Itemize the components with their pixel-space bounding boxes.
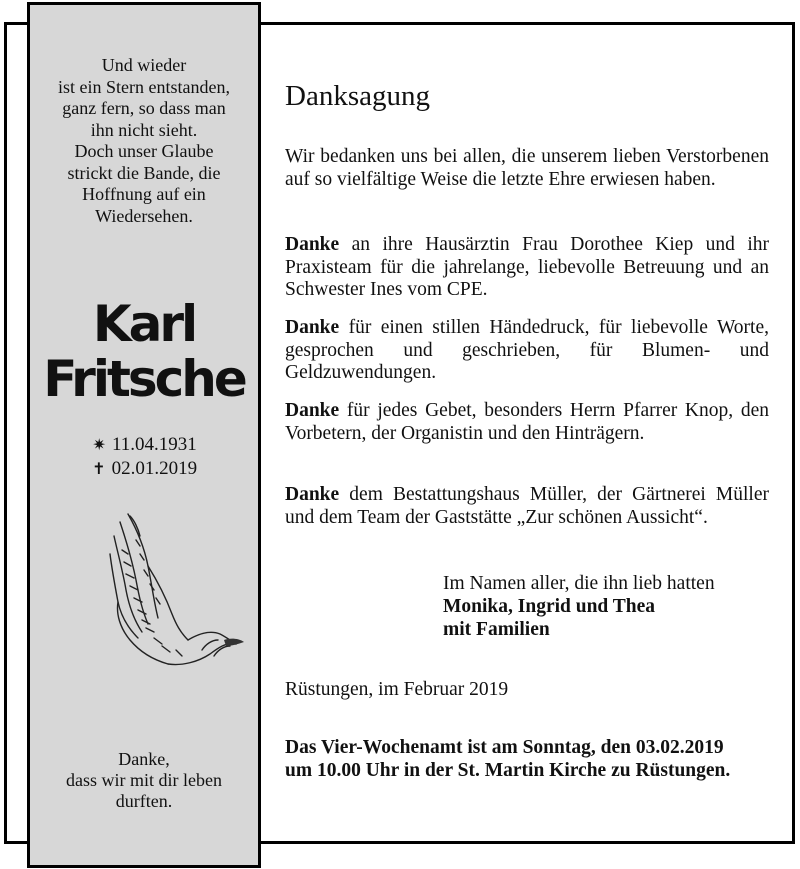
signature-names: Monika, Ingrid und Thea bbox=[443, 596, 656, 617]
poem-line: ihn nicht sieht. bbox=[90, 119, 198, 140]
poem-line: Hoffnung auf ein bbox=[82, 184, 206, 204]
thanks-lead: Danke bbox=[285, 484, 340, 505]
memorial-poem bbox=[30, 55, 258, 227]
place-date: Rüstungen, im Februar 2019 bbox=[285, 679, 509, 700]
thanks-lead: Danke bbox=[285, 317, 340, 338]
thanks-lead: Danke bbox=[285, 400, 340, 421]
death-date: 02.01.2019 bbox=[111, 458, 198, 479]
thanks-lead: Danke bbox=[285, 234, 340, 255]
poem-line: Wiedersehen. bbox=[95, 205, 193, 226]
closing-line: Danke, bbox=[118, 749, 170, 769]
intro-paragraph: Wir bedanken uns bei allen, die unserem lieben Verstorbenen auf so vielfältige Weise die letzte Ehre erwiesen haben. bbox=[285, 146, 769, 190]
thanks-text: für einen stillen Händedruck, für liebevolle Worte, gesprochen und geschrieben, für Blumen- und Geldzuwendungen. bbox=[285, 317, 769, 383]
memorial-sidebar bbox=[27, 2, 261, 868]
poem-line: ganz fern, so dass man bbox=[62, 98, 226, 118]
birth-date: 11.04.1931 bbox=[111, 434, 197, 455]
thanks-paragraph bbox=[285, 317, 769, 385]
closing-line: durften. bbox=[115, 791, 173, 811]
thanks-text: dem Bestattungshaus Müller, der Gärtnerei Müller und dem Team der Gaststätte „Zur schönen Aussicht“. bbox=[285, 484, 769, 528]
last-name: Fritsche bbox=[43, 350, 245, 408]
poem-line: Und wieder bbox=[101, 55, 187, 75]
closing-line: dass wir mit dir leben bbox=[66, 770, 222, 790]
signature-families: mit Familien bbox=[443, 619, 550, 640]
deceased-name bbox=[30, 297, 258, 407]
praying-hands-icon bbox=[106, 510, 251, 670]
thanks-paragraph bbox=[285, 400, 769, 445]
birth-star-icon: ✷ bbox=[92, 437, 106, 454]
thanks-text: an ihre Hausärztin Frau Dorothee Kiep und ihr Praxisteam für die jahrelange, liebevolle Betreuung und an Schwester Ines vom CPE. bbox=[285, 234, 769, 300]
thanks-paragraph bbox=[285, 484, 769, 529]
thanks-text: für jedes Gebet, besonders Herrn Pfarrer Knop, den Vorbetern, der Organistin und den Hinträgern. bbox=[285, 400, 769, 444]
poem-line: ist ein Stern entstanden, bbox=[58, 76, 230, 97]
closing-words bbox=[30, 749, 258, 812]
death-row bbox=[30, 457, 258, 481]
page-title: Danksagung bbox=[285, 80, 430, 112]
notice-line: um 10.00 Uhr in der St. Martin Kirche zu Rüstungen. bbox=[285, 760, 731, 781]
poem-line: strickt die Bande, die bbox=[67, 162, 221, 183]
first-name: Karl bbox=[92, 295, 196, 353]
signature-intro: Im Namen aller, die ihn lieb hatten bbox=[443, 573, 715, 594]
death-cross-icon: ✝ bbox=[92, 461, 106, 478]
service-notice bbox=[285, 736, 730, 782]
poem-line: Doch unser Glaube bbox=[74, 141, 214, 161]
notice-line: Das Vier-Wochenamt ist am Sonntag, den 03.02.2019 bbox=[285, 737, 724, 758]
birth-row bbox=[30, 433, 258, 457]
signature-block bbox=[443, 572, 715, 641]
thanks-paragraph bbox=[285, 234, 769, 302]
life-dates bbox=[30, 433, 258, 481]
